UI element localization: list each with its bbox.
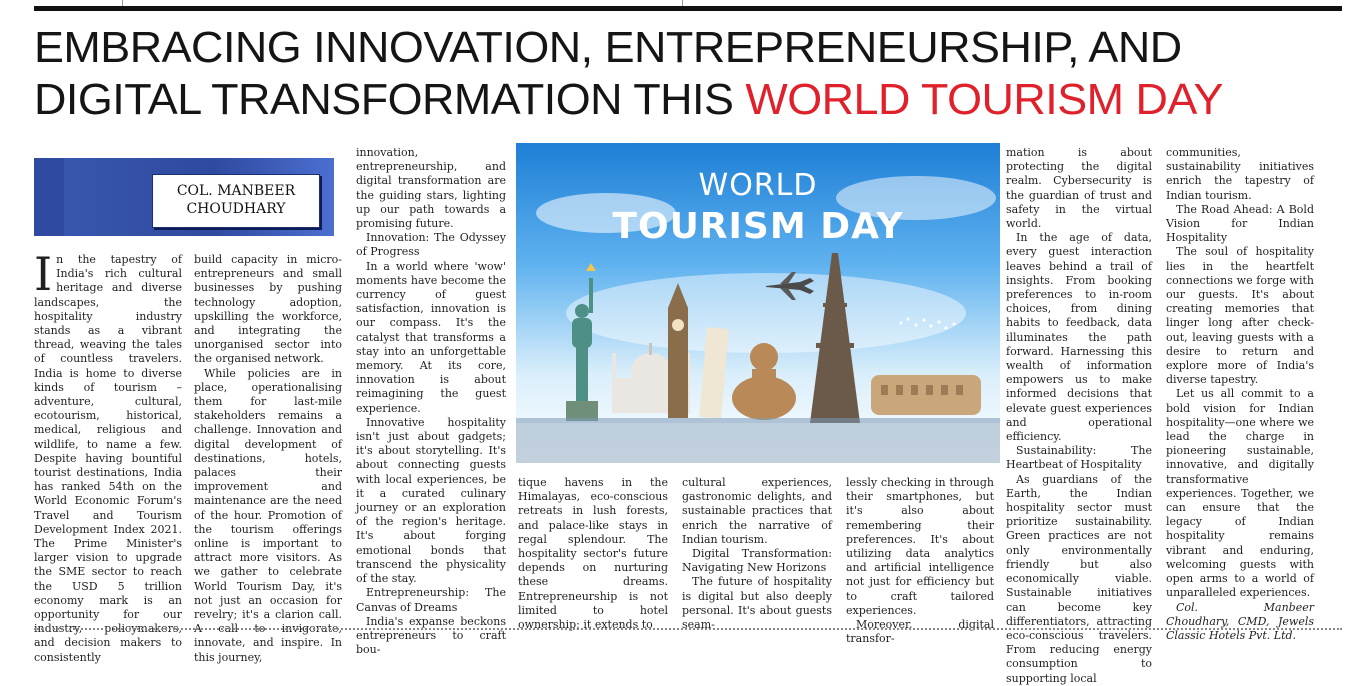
col8-p3: Let us all commit to a bold vision for Indian hospitality—one where we lead the charge in pioneering sustainable, innovative, and digitally transformative experiences. Together, we can ensure that the legacy of Indian hospitality remains vibrant and enduring, welcoming guests with open arms to a world of unparalleled experiences. bbox=[1166, 387, 1314, 600]
col3-p3: Innovative hospitality isn't just about gadgets; it's about storytelling. It's about connecting guests with local experiences, be it a curated culinary journey or an exploration of the region's heritage. It's about forging emotional bonds that transcend the physicality of the stay. bbox=[356, 415, 506, 586]
col1-text: n the tapestry of India's rich cultural heritage and diverse landscapes, the hospitality industry stands as a vibrant thread, weaving the tales of countless travelers. India is home to diverse kinds of tourism – adventure, cultural, ecotourism, historical, medical, religious and wildlife, to name a few. Despite having bountiful tourist destinations, India has ranked 54th on the World Economic Forum's Travel and Tourism Development Index 2021. The Prime Minister's larger vision to upgrade the SME sector to reach the USD 5 trillion economy mark is an opportunity for our industry, policymakers, and decision makers to consistently bbox=[34, 253, 182, 664]
column-6 bbox=[846, 476, 994, 646]
column-3 bbox=[356, 146, 506, 657]
column-4 bbox=[518, 476, 668, 632]
hero-title-line1: WORLD bbox=[698, 168, 818, 203]
bottom-dotted-rule bbox=[34, 628, 1342, 630]
col5-p1: cultural experiences, gastronomic delights, and sustainable practices that enrich the narrative of Indian tourism. bbox=[682, 476, 832, 546]
statue-of-liberty-icon bbox=[566, 263, 598, 421]
column-2 bbox=[194, 253, 342, 665]
headline bbox=[34, 22, 1370, 126]
col6-p1: lessly checking in through their smartphones, but it's also about remembering their preferences. It's about utilizing data analytics and artificial intelligence not just for efficiency but to craft tailored experiences. bbox=[846, 476, 994, 617]
col3-p1: innovation, entrepreneurship, and digital transformation are the guiding stars, lighting up our path towards a promising future. bbox=[356, 146, 506, 231]
column-1 bbox=[34, 247, 182, 665]
tourism-landmarks-illustration bbox=[516, 143, 1000, 463]
hero-title-line2: TOURISM DAY bbox=[612, 206, 904, 247]
author-name-line1: COL. MANBEER bbox=[176, 183, 296, 199]
col3-p2: In a world where 'wow' moments have become the currency of guest satisfaction, innovation is our compass. It's the catalyst that transforms a stay into an unforgettable memory. At its core, innovation is about reimagining the guest experience. bbox=[356, 259, 506, 415]
col2-p2: While policies are in place, operationalising them for last-mile stakeholders remains a challenge. Innovation and digital development of destinations, hotels, palaces their improvement and maintenance are the need of the hour. Promotion of the tourism offerings online is important to attract more visitors. As we gather to celebrate World Tourism Day, it's not just an occasion for revelry; it's a clarion call. A call to invigorate, innovate, and inspire. In this journey, bbox=[194, 366, 342, 664]
big-ben-icon bbox=[668, 283, 688, 418]
column-8 bbox=[1166, 146, 1314, 643]
col8-p2: The soul of hospitality lies in the heartfelt connections we forge with our guests. It's about creating memories that linger long after check-out, leaving guests with a desire to return and explore more of India's diverse tapestry. bbox=[1166, 245, 1314, 387]
col7-p3: As guardians of the Earth, the Indian hospitality sector must prioritize sustainability. Green practices are not only environmentally friendly but also economically viable. Sustainable initiatives can become key differentiators, attracting eco-conscious travelers. From reducing energy consumption to supporting local bbox=[1006, 472, 1152, 685]
buddha-statue-icon bbox=[732, 343, 796, 420]
col8-p1: communities, sustainability initiatives enrich the tapestry of Indian tourism. bbox=[1166, 146, 1314, 202]
col7-p2: In the age of data, every guest interaction leaves behind a trail of insights. From booking preferences to in-room choices, from dining habits to feedback, data illuminates the path forward. Harnessing this wealth of information empowers us to make informed decisions that elevate guest experiences and operational efficiency. bbox=[1006, 231, 1152, 444]
author-name-card bbox=[152, 174, 320, 228]
col2-p1: build capacity in micro-entrepreneurs and small businesses by pushing technology adoption, upskilling the workforce, and integrating the unorganised sector into the organised network. bbox=[194, 253, 342, 366]
headline-accent: WORLD TOURISM DAY bbox=[745, 75, 1223, 124]
col7-p1: mation is about protecting the digital realm. Cybersecurity is the guardian of trust and safety in the virtual world. bbox=[1006, 146, 1152, 231]
author-signature: Col. Manbeer Choudhary, CMD, Jewels Classic Hotels Pvt. Ltd. bbox=[1166, 600, 1314, 642]
col5-p2: The future of hospitality is digital but also deeply personal. It's about guests seam- bbox=[682, 575, 832, 632]
headline-line2 bbox=[34, 74, 1370, 126]
column-7 bbox=[1006, 146, 1152, 686]
col3-p4: India's expanse beckons entrepreneurs to craft bou- bbox=[356, 614, 506, 657]
headline-line1: EMBRACING INNOVATION, ENTREPRENEURSHIP, AND bbox=[34, 23, 1182, 72]
column-5 bbox=[682, 476, 832, 632]
dropcap: I bbox=[34, 247, 53, 301]
top-rule bbox=[34, 6, 1342, 11]
col6-p2: Moreover, digital transfor- bbox=[846, 618, 994, 646]
headline-line2-prefix: DIGITAL TRANSFORMATION THIS bbox=[34, 75, 746, 124]
col5-subhead-1: Digital Transformation: Navigating New Horizons bbox=[682, 547, 832, 575]
col7-subhead-1: Sustainability: The Heartbeat of Hospitality bbox=[1006, 444, 1152, 472]
col3-subhead-2: Entrepreneurship: The Canvas of Dreams bbox=[356, 586, 506, 614]
author-byline bbox=[34, 158, 334, 236]
col1-paragraph bbox=[34, 247, 182, 665]
col8-subhead-1: The Road Ahead: A Bold Vision for Indian Hospitality bbox=[1166, 202, 1314, 245]
col4-p1: tique havens in the Himalayas, eco-conscious retreats in lush forests, and palace-like stays in regal splendour. The hospitality sector's future depends on nurturing these dreams. Entrepreneurship is not limited to hotel ownership; it extends to bbox=[518, 476, 668, 632]
colosseum-icon bbox=[871, 375, 981, 415]
col3-subhead-1: Innovation: The Odyssey of Progress bbox=[356, 231, 506, 259]
author-name-line2: CHOUDHARY bbox=[186, 201, 286, 217]
hero-image-world-tourism-day bbox=[516, 143, 1000, 463]
